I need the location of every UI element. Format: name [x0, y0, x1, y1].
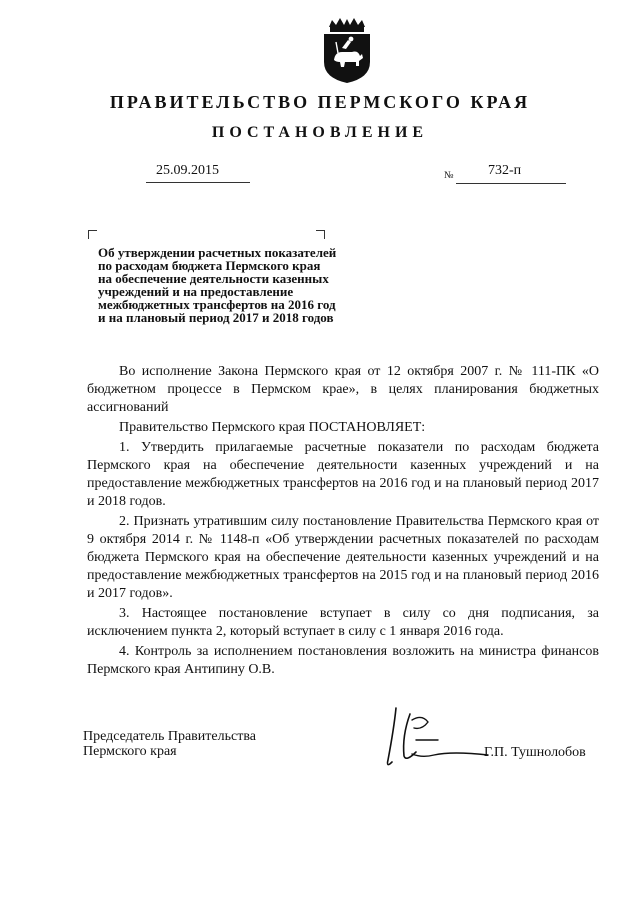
subject-line: межбюджетных трансфертов на 2016 год [98, 297, 336, 312]
number-sign: № [444, 170, 454, 181]
signer-role [83, 729, 256, 759]
signer-role-line: Пермского края [83, 744, 177, 759]
document-body [87, 363, 599, 679]
numbered-paragraph-4: 4. Контроль за исполнением постановления возложить на министра финансов Пермского края Антипину О.В. [87, 644, 599, 677]
signer-role-line: Председатель Правительства [83, 729, 256, 744]
numbered-paragraph-3: 3. Настоящее постановление вступает в силу со дня подписания, за исключением пункта 2, который вступает в силу с 1 января 2016 года. [87, 606, 599, 639]
subject-line: по расходам бюджета Пермского края [98, 258, 321, 273]
document-date: 25.09.2015 [156, 163, 219, 178]
signer-name: Г.П. Тушнолобов [484, 745, 586, 760]
subject-line: учреждений и на предоставление [98, 284, 294, 299]
numbered-paragraph-1: 1. Утвердить прилагаемые расчетные показатели по расходам бюджета Пермского края на обеспечение деятельности казенных учреждений и на предоставление межбюджетных трансфертов на 2016 год и на плановый период 2017 и 2018 годов. [87, 440, 599, 509]
perm-krai-coat-of-arms-icon [318, 18, 376, 84]
subject-corner-mark-right [316, 230, 325, 239]
handwritten-signature-icon [382, 700, 492, 772]
numbered-paragraph-2: 2. Признать утратившим силу постановление Правительства Пермского края от 9 октября 2014 г. № 1148-п «Об утверждении расчетных показателей по расходам бюджета Пермского края на обеспечение деятельности казенных учреждений и на предоставление межбюджетных трансфертов на 2015 год и на плановый период 2016 и 2017 годов». [87, 514, 599, 601]
subject-line: Об утверждении расчетных показателей [98, 245, 337, 260]
subject-line: и на плановый период 2017 и 2018 годов [98, 310, 334, 325]
resolution-clause: Правительство Пермского края ПОСТАНОВЛЯЕТ: [119, 420, 426, 435]
document-subject [98, 246, 398, 324]
document-type-title: ПОСТАНОВЛЕНИЕ [211, 124, 429, 141]
preamble-paragraph: Во исполнение Закона Пермского края от 12 октября 2007 г. № 111-ПК «О бюджетном процессе в Пермском крае», в целях планирования бюджетных ассигнований [87, 364, 599, 415]
document-number: 732-п [488, 163, 522, 178]
government-title: ПРАВИТЕЛЬСТВО ПЕРМСКОГО КРАЯ [109, 92, 531, 112]
subject-line: на обеспечение деятельности казенных [98, 271, 329, 286]
subject-corner-mark-left [88, 230, 97, 239]
